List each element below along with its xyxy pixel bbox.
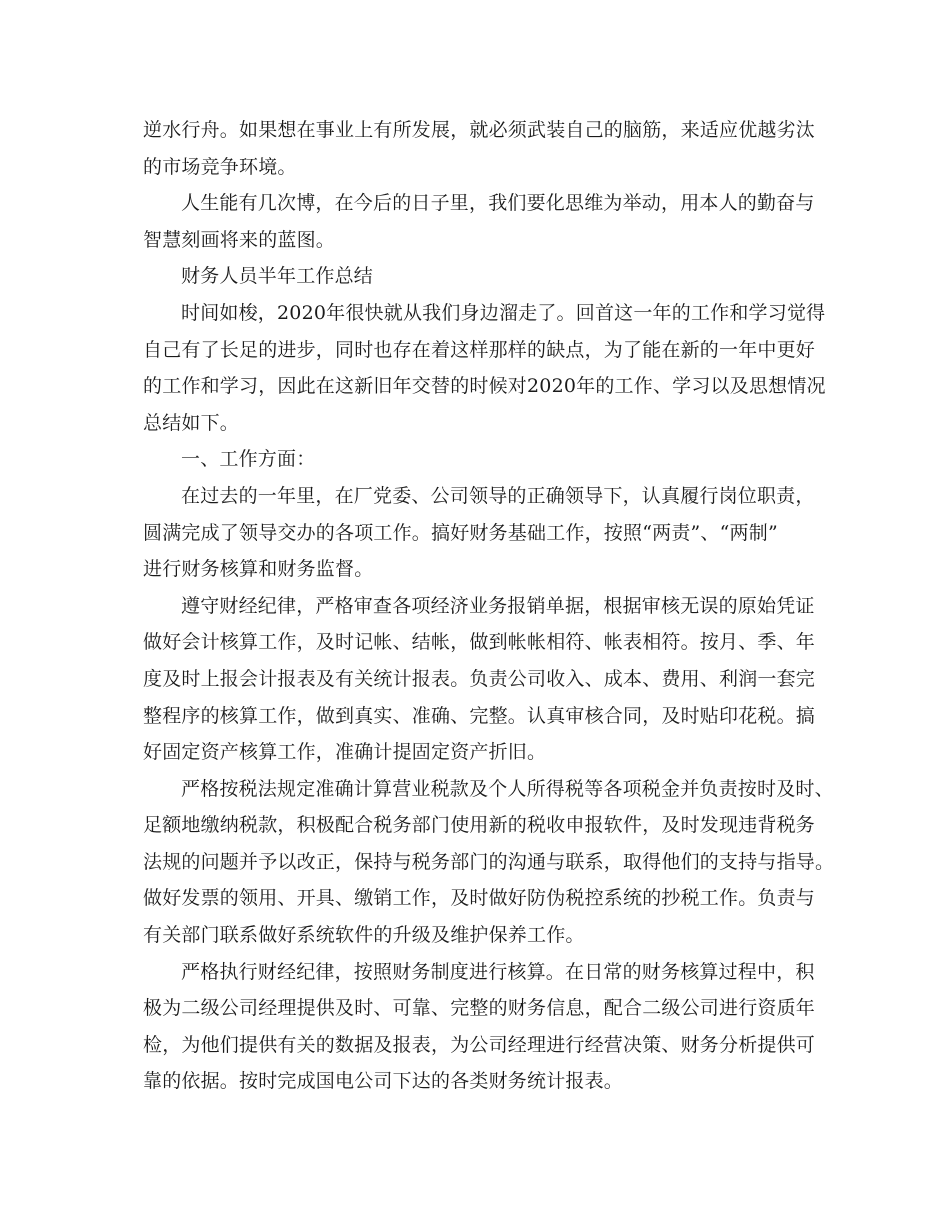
text-line: 逆水行舟。如果想在事业上有所发展，就必须武装自己的脑筋，来适应优越劣汰: [143, 119, 816, 141]
text-line: 在过去的一年里，在厂党委、公司领导的正确领导下，认真履行岗位职责，: [181, 484, 815, 507]
text-line: 总结如下。: [143, 411, 240, 434]
paragraph: [143, 185, 815, 258]
paragraph: [143, 258, 808, 295]
text-line: 做好会计核算工作，及时记帐、结帐，做到帐帐相符、帐表相符。按月、季、年: [143, 631, 816, 654]
text-line: 检，为他们提供有关的数据及报表，为公司经理进行经营决策、财务分析提供可: [143, 1033, 816, 1056]
text-line: 一、工作方面：: [181, 448, 316, 471]
paragraph: [143, 771, 835, 954]
paragraph: [143, 588, 816, 771]
paragraph: [143, 954, 816, 1100]
text-line: 严格按税法规定准确计算营业税款及个人所得税等各项税金并负责按时及时、: [181, 777, 834, 800]
paragraph: [143, 112, 816, 185]
text-line: 足额地缴纳税款，积极配合税务部门使用新的税收申报软件，及时发现违背税务: [143, 814, 816, 837]
text-line: 智慧刻画将来的蓝图。: [143, 228, 336, 251]
text-line: 的市场竞争环境。: [143, 155, 297, 178]
paragraph: [143, 478, 815, 588]
text-line: 遵守财经纪律，严格审查各项经济业务报销单据，根据审核无误的原始凭证: [181, 594, 815, 617]
text-line: 有关部门联系做好系统软件的升级及维护保养工作。: [143, 924, 585, 947]
text-line: 严格执行财经纪律，按照财务制度进行核算。在日常的财务核算过程中，积: [181, 960, 815, 983]
text-line: 做好发票的领用、开具、缴销工作，及时做好防伪税控系统的抄税工作。负责与: [143, 887, 816, 910]
text-line: 极为二级公司经理提供及时、可靠、完整的财务信息，配合二级公司进行资质年: [143, 997, 816, 1020]
paragraph: [143, 441, 808, 478]
text-line: 好固定资产核算工作，准确计提固定资产折旧。: [143, 741, 547, 764]
text-line: 时间如梭，2020年很快就从我们身边溜走了。回首这一年的工作和学习觉得: [181, 301, 826, 324]
text-line: 整程序的核算工作，做到真实、准确、完整。认真审核合同，及时贴印花税。搞: [143, 704, 816, 727]
text-line: 人生能有几次博，在今后的日子里，我们要化思维为举动，用本人的勤奋与: [181, 192, 815, 215]
document-body: [143, 112, 835, 1100]
text-line: 法规的问题并予以改正，保持与税务部门的沟通与联系，取得他们的支持与指导。: [143, 850, 835, 873]
paragraph: [143, 295, 826, 441]
text-line: 自己有了长足的进步，同时也存在着这样那样的缺点，为了能在新的一年中更好: [143, 338, 816, 361]
text-line: 靠的依据。按时完成国电公司下达的各类财务统计报表。: [143, 1070, 624, 1093]
text-line: 的工作和学习，因此在这新旧年交替的时候对2020年的工作、学习以及思想情况: [143, 375, 826, 398]
text-line: 进行财务核算和财务监督。: [143, 558, 374, 581]
text-line: 圆满完成了领导交办的各项工作。搞好财务基础工作，按照“两责”、“两制”: [143, 521, 778, 544]
text-line: 财务人员半年工作总结: [181, 265, 374, 288]
text-line: 度及时上报会计报表及有关统计报表。负责公司收入、成本、费用、利润一套完: [143, 667, 816, 690]
